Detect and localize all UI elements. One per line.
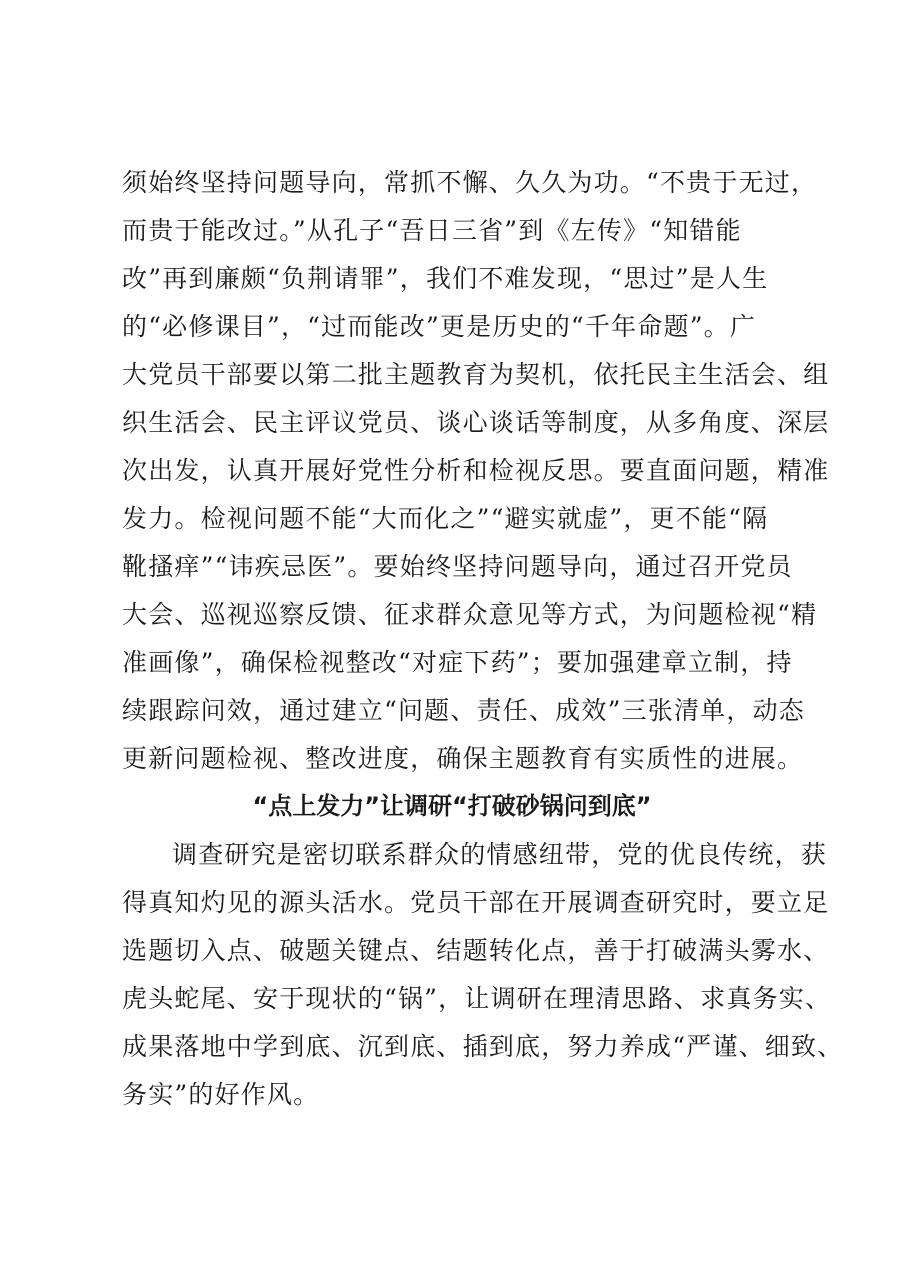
- section-heading: “点上发力”让调研“打破砂锅问到底”: [252, 792, 652, 820]
- paragraph-2-line-2: 得真知灼见的源头活水。党员干部在开展调查研究时，要立足: [122, 888, 830, 917]
- paragraph-2-line-6: 务实”的好作风。: [122, 1080, 320, 1109]
- paragraph-1-line-9: 靴搔痒”“讳疾忌医”。要始终坚持问题导向，通过召开党员: [122, 552, 793, 581]
- paragraph-2-line-3: 选题切入点、破题关键点、结题转化点，善于打破满头雾水、: [122, 936, 830, 965]
- paragraph-1-line-1: 须始终坚持问题导向，常抓不懈、久久为功。“不贵于无过，: [122, 168, 818, 197]
- paragraph-1-line-13: 更新问题检视、整改进度，确保主题教育有实质性的进展。: [122, 744, 804, 773]
- paragraph-2-line-5: 成果落地中学到底、沉到底、插到底，努力养成“严谨、细致、: [122, 1032, 844, 1061]
- paragraph-2-line-1: 调查研究是密切联系群众的情感纽带，党的优良传统，获: [172, 840, 828, 869]
- paragraph-1-line-12: 续跟踪问效，通过建立“问题、责任、成效”三张清单，动态: [122, 696, 805, 725]
- paragraph-1-line-4: 的“必修课目”，“过而能改”更是历史的“千年命题”。广: [122, 312, 757, 341]
- paragraph-2-line-4: 虎头蛇尾、安于现状的“锅”，让调研在理清思路、求真务实、: [122, 984, 832, 1013]
- paragraph-1-line-11: 准画像”，确保检视整改“对症下药”；要加强建章立制，持: [122, 648, 793, 677]
- paragraph-1-line-2: 而贵于能改过。”从孔子“吾日三省”到《左传》“知错能: [122, 216, 742, 245]
- paragraph-1-line-3: 改”再到廉颇“负荆请罪”，我们不难发现，“思过”是人生: [122, 264, 769, 293]
- paragraph-1-line-5: 大党员干部要以第二批主题教育为契机，依托民主生活会、组: [122, 360, 830, 389]
- paragraph-1-line-8: 发力。检视问题不能“大而化之”“避实就虚”，更不能“隔: [122, 504, 769, 533]
- paragraph-1-line-6: 织生活会、民主评议党员、谈心谈话等制度，从多角度、深层: [122, 408, 830, 437]
- paragraph-1-line-10: 大会、巡视巡察反馈、征求群众意见等方式，为问题检视“精: [122, 600, 818, 629]
- paragraph-1-line-7: 次出发，认真开展好党性分析和检视反思。要直面问题，精准: [122, 456, 830, 485]
